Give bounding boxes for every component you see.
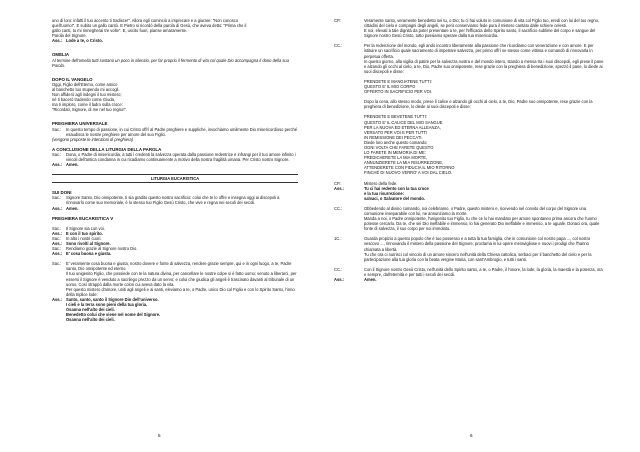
prayer-row [334,267,606,277]
prayer-row [52,261,298,297]
dialogue-row [52,251,298,256]
prayer-row [52,152,298,162]
consecration-line: Diede loro anche questo comando: [364,139,428,145]
prayer-text: In questo tempo di passione, in cui Cristo offrì al Padre preghiere e suppliche, invochiamo umilmente Dio misericordioso perché esaudisca le nostre preghiere per amore del suo Figlio. [66,126,298,137]
intro-line: uno di loro: infatti il tuo accento ti tradisce!". Allora egli cominciò a imprecare e a giurare: "Non conosco [52,18,239,23]
prayer-text: Veramente santo, veramente benedetto sei tu, o Dio; tu ci hai voluto in comunione di vita col Figlio tuo, eredi con lui del tuo regno, cittadini del cielo e compagni degli angeli, se però conserviamo fede pura il mistero cantato dalle schiere celesti. [364,18,600,29]
speaker-label: Ass.: [52,251,63,257]
sanctus-row [52,297,298,322]
prayer-row [52,127,298,137]
response-line: salvaci, o Salvatore del mondo. [364,195,425,201]
response-line: Tu ci hai redento con la tua croce [364,185,429,191]
section-banner-liturgia-eucaristica: LITURGIA EUCARISTICA [52,174,298,183]
speaker-label: Sac.: [52,195,62,201]
verse-line: al banchetto tuo stupendo mi accogli. [52,86,120,92]
consecration-line: FINCHÉ DI NUOVO VERRO' A VOI DAL CIELO. [364,170,453,176]
speaker-label: Ass.: [52,205,63,211]
speaker-label: Ass.: [52,296,63,302]
dialogue-text: Rendiamo grazie al Signore nostro Dio. [66,246,138,252]
intro-line: gallo canti, tu mi rinnegherai tre volte". E, uscito fuori, pianse amaramente. [52,28,188,34]
prayer-text: Mistero della fede. [364,180,398,186]
verse-line: né ti bacerò tradendo come Giuda, [52,97,116,103]
verse-line: Oggi, Figlio dell'Eterno, come amico [52,81,118,87]
prayer-text: Signore Santo, Dio onnipotente, ti sia gradito questo nostro sacrificio: colui che te lo offre e insegna oggi ai discepoli a rinnovarlo come suo memoriale, è lo stesso tuo Figlio Gesù Cristo, che vive e regna nei secoli dei secoli. [66,195,280,206]
response-text: Amen. [66,205,79,211]
prayer-text: Con il Signore nostro Gesù Cristo, nell'unità dello Spirito santo, a te, o Padre, il l'onore, la lode, la gloria, la maestà e la potenza, ora e sempre, dall'eternità e per tutti i secoli dei secoli. [364,266,603,277]
consecration-line: PREDICHERETE LA MIA MORTE, [364,155,428,161]
response-row [52,206,298,211]
verse-line: ma ti imploro, come il ladro sulla croce: [52,102,123,108]
speaker-label: Sac.: [52,235,62,241]
dialogue-text: Sono rivolti al Signore. [66,241,111,246]
response-text: Amen. [364,277,377,283]
sanctus-line: Osanna nell'alto dei cieli. [66,317,115,323]
consecration-line: PER LA NUOVA ED ETERNA ALLEANZA, [364,124,441,130]
consecration-line: OFFERTO IN SACRIFICIO PER VOI. [364,89,433,95]
consecration-line: QUESTO E' IL MIO CORPO [364,84,416,90]
section-title-conclusione: A CONCLUSIONE DELLA LITURGIA DELLA PAROLA [52,146,162,152]
prayer-text: E noi, elevati a tale dignità da poter presentare a te, per l'efficacia dello Spirito santo, il sacrificio sublime del corpo e sangue del Signore nostro Gesù Cristo, tutto possiamo sperare dalla tua misericordia. [364,28,596,39]
prayer-row [334,236,606,261]
page-number: 6 [470,432,473,438]
speaker-label: Sac.: [52,126,62,132]
sanctus-line: Benedetto colui che viene nel nome del Signore. [66,312,161,318]
rubric-note: (vengono proposte le intenzioni di preghiera) [52,136,134,142]
consecration-line: IN REMISSIONE DEI PECCATI. [364,134,423,140]
verse-line: "Ricordati, Signore, di me nel tuo regno!". [52,107,128,113]
consecration-line: QUESTO E' IL CALICE DEL MIO SANGUE [364,119,443,125]
page-number: 5 [158,432,161,438]
prayer-text: Per la redenzione del mondo, egli andò incontro liberamente alla passione che ricordiamo con venerazione e con amore. E per istituire un sacrificio quale sacramento di impetrare salvezza, per primo offrì se stesso come vittima e comandò di rinnovarla in perpetua offerta. [364,43,594,59]
section-title-omelia: OMELIA [52,52,70,58]
consecration-line: PRENDETE E BEVETENE TUTTI: [364,114,427,120]
speaker-label: Ass.: [334,277,345,283]
intro-line: quell'uomo!". E subito un gallo cantò. E Pietro si ricordò della parola di Gesù, che aveva detto: "Prima che il [52,23,247,29]
speaker-label: Ass.: [52,241,63,246]
speaker-label: 1C.: [334,236,342,242]
prayer-row [334,206,606,231]
consecration-line: LO FARETE IN MEMORIA DI ME: [364,150,426,156]
response-row [334,277,606,282]
speaker-label: Sac.: [52,246,62,252]
verse-line: Non affiderò agli indegni il tuo mistero; [52,92,122,98]
speaker-label: CC.: [334,205,343,211]
dialogue-text: E' cosa buona e giusta. [66,251,112,257]
prayer-text: Il tuo unigenito Figlio, che possiede con te la natura divina, per cancellare le nostre colpe si è fatto uomo; venuto a liberarci, per essersi il Signore è venduto a sacrilego prezzo da un servo; e colui che giudica gli angeli è trascinato davanti al tribunale di un uomo. Così strappò dalla morte colori cui aveva dato la vita. [66,271,297,287]
consecration-line: OGNI VOLTA CHE FARETE QUESTO [364,144,434,150]
response-text: Lode a te, o Cristo. [66,38,103,44]
consecration-line: ANNUNZIERETE LA MIA RISURREZIONE, [364,160,444,166]
prayer-text: Per questo mistero d'amore, uniti agli angeli e ai santi, eleviamo a te, o Padre, unico Dio col Figlio e con lo Spirito Santo, l'inno della triplice lode: [66,286,295,297]
right-page [320,0,640,452]
speaker-label: Sac.: [52,151,62,157]
response-text: Amen. [66,162,79,168]
section-title-preghiera-eucaristica: PREGHIERA EUCARISTICA V [52,215,114,221]
section-title-doni: SUI DONI [52,190,72,196]
consecration-line: PRENDETE E MANGIATENE TUTTI: [364,78,432,84]
response-row [52,162,298,167]
prayer-text: In questo giorno, alla vigilia di patire per la salvezza nostra e del mondo intero, stando a mensa tra i suoi discepoli, egli prese il pane e alzando gli occhi al cielo, a te, Dio, Padre suo onnipotente, rese grazie con la preghiera di benedizione, spezzò il pane, lo diede ai suoi discepoli e disse: [364,58,604,74]
sanctus-line: I cieli e la terra sono pieni della tua gloria. [66,302,148,308]
prayer-text: Obbedendo al divino comando, noi celebriamo, o Padre, questo mistero e, ricevendo nel convito del corpo del Signore una comunione inseparabile con lui, ne annunziamo la morte. [364,205,587,216]
sanctus-line: Osanna nell'alto dei cieli. [66,307,115,313]
dialogue-list [52,226,298,257]
prayer-row [52,195,298,205]
speaker-label: CP.: [334,180,342,186]
prayer-row [334,43,606,175]
prayer-text: E' veramente cosa buona e giusta, nostro dovere e fonte di salvezza, rendere grazie sempre, qui e in ogni luogo, a te, Padre santo, Dio onnipotente ed eterno. [66,261,292,272]
section-title-universale: PREGHIERA UNIVERSALE [52,121,108,127]
speaker-label: Ass.: [52,38,63,44]
dialogue-text: In alto i nostri cuori. [66,235,102,241]
speaker-label: Ass.: [334,185,345,191]
prayer-row [334,18,606,38]
intro-line: Parola del Signore. [52,33,87,39]
consecration-line: ATTENDERETE CON FIDUCIA IL MIO RITORNO [364,165,455,171]
sanctus-line: Santo, santo, santo il Signore Dio dell'universo. [66,296,159,302]
prayer-text: Dopo la cena, allo stesso modo, prese il calice e alzando gli occhi al cielo, a te, Dio, Padre suo onnipotente, rese grazie con la preghiera di benedizione, lo diede ai suoi discepoli e disse: [364,99,593,110]
speaker-label: CC.: [334,266,343,272]
prayer-text: Manda a noi, o Padre onnipotente, l'unigenito tuo Figlio, tu che ce lo hai mandato per amore spontaneo prima ancora che l'uomo potesse cercarlo. Da te, che sei Dio ineffabile e immenso, lo hai generato Dio ineffabile e immenso, a te uguale. Donaci ora, quale fonte di salvezza, il suo corpo per noi immolato. [364,216,600,232]
response-row [334,186,606,201]
speaker-label: CC.: [334,43,343,49]
dialogue-text: Il Signore sia con voi. [66,225,105,231]
speaker-label: Sac.: [52,261,62,267]
prayer-text: Tu che ora ci nutrisci col vincolo di un amore sincero nell'unità della Chiesa cattolica, serbaci per il banchetto del cielo e per la partecipazione alla tua gloria con la beata vergine Maria, con sant'Ambrogio, e tutti i santi. [364,251,592,262]
speaker-label: CP.: [334,18,342,23]
speaker-label: Sac.: [52,225,62,231]
response-row [52,38,298,43]
dialogue-text: E con il tuo spirito. [66,230,103,236]
speaker-label: Ass.: [52,230,63,236]
prayer-text: Dona, o Padre di misericordia, a tutti i credenti la salvezza operata dalla passione redentrice e infrangi per il tuo amore infinito i vincoli dell'antica condanna in cui ricadiamo continuamente a motivo della nostra fragilità umana. Per Cristo nostro Signore. [66,151,296,162]
prayer-text: Guarda propizio a questo popolo che è tuo possesso e a tutta la tua famiglia, che in comunione col nostro papa ..., col nostro vescovo ..., rinnovando il mistero della passione del Signore, proclama in lui opere meravigliose e nuovi i prodigi che l'hanno chiamata a libertà. [364,236,591,252]
response-line: e la tua risurrezione: [364,190,405,196]
rubric-note: Al termine dell'omelia tutti sostano un poco in silenzio, per far proprio il fermento di vita col quale Dio accompagna il dono della sua Parola. [52,57,289,68]
consecration-line: VERSATO PER VOI E PER TUTTI [364,129,428,135]
speaker-label: Ass.: [52,162,63,168]
section-title-vangelo: DOPO IL VANGELO [52,76,93,82]
